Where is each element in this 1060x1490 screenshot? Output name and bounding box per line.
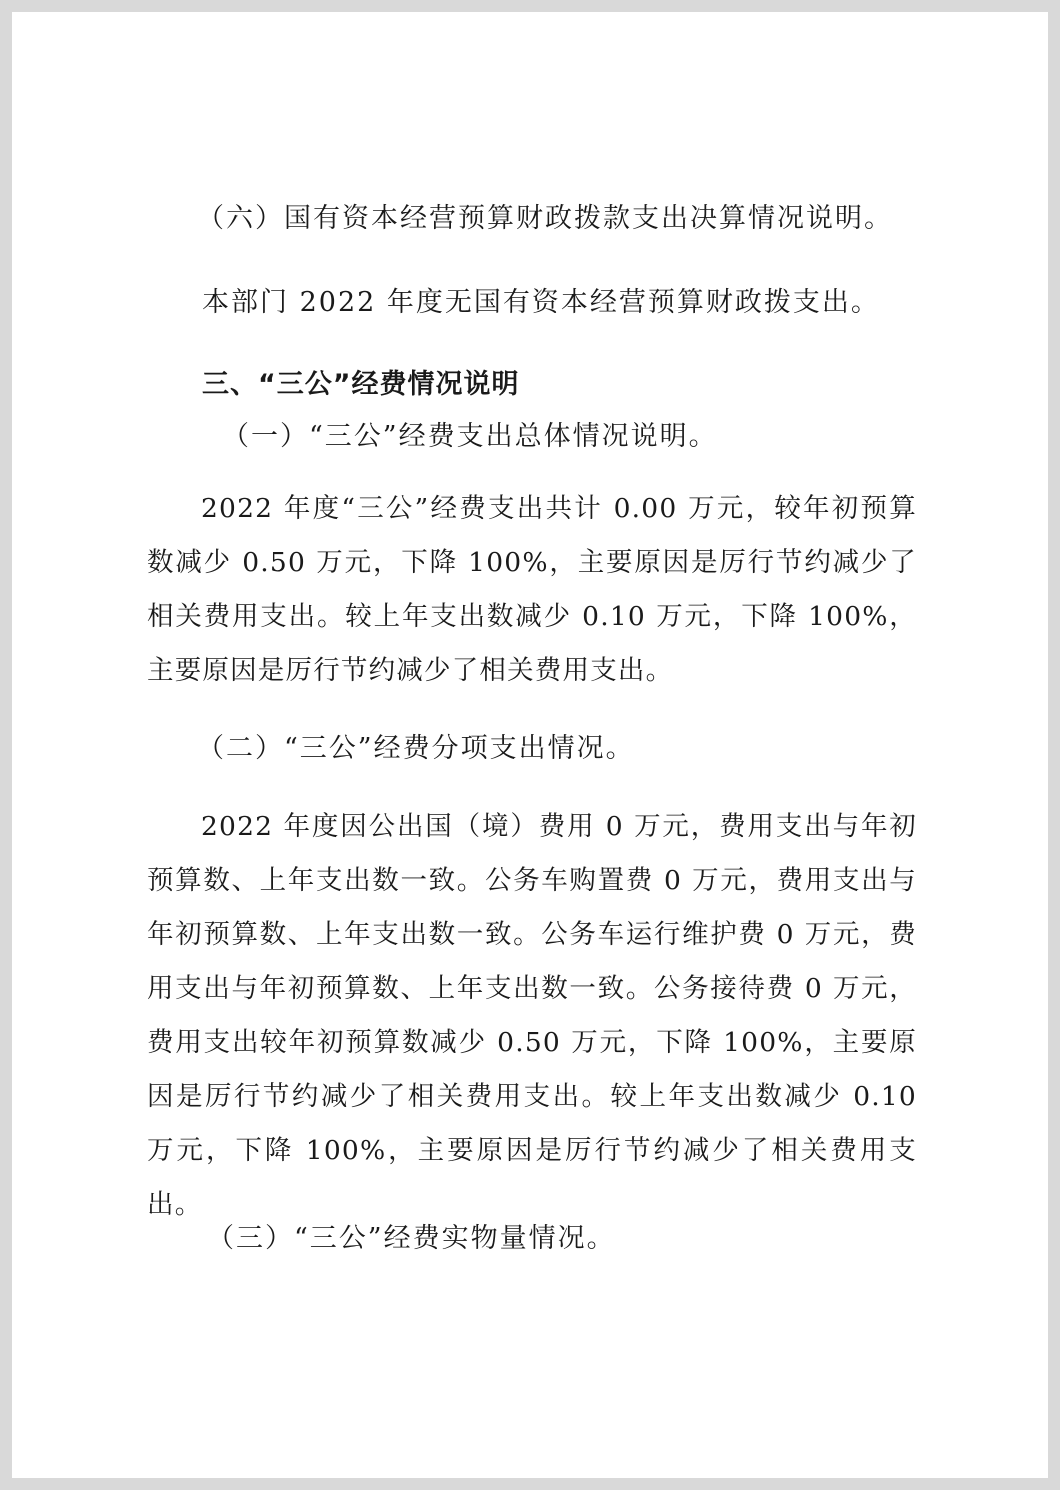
section-6-title: （六）国有资本经营预算财政拨款支出决算情况说明。 xyxy=(197,203,893,234)
subsection-3-title: （三）“三公”经费实物量情况。 xyxy=(207,1223,616,1254)
document-page xyxy=(12,12,1048,1478)
subsection-1-title: （一）“三公”经费支出总体情况说明。 xyxy=(222,421,718,452)
section-3-title: 三、“三公”经费情况说明 xyxy=(202,369,520,400)
subsection-1-text: 2022 年度“三公”经费支出共计 0.00 万元，较年初预算数减少 0.50 万元，下降 100%，主要原因是厉行节约减少了相关费用支出。较上年支出数减少 0.10 万元，下降 100%，主要原因是厉行节约减少了相关费用支出。 xyxy=(147,493,917,686)
subsection-2-text: 2022 年度因公出国（境）费用 0 万元，费用支出与年初预算数、上年支出数一致。公务车购置费 0 万元，费用支出与年初预算数、上年支出数一致。公务车运行维护费 0 万元，费用支出与年初预算数、上年支出数一致。公务接待费 0 万元，费用支出较年初预算数减少 0.50 万元，下降 100%，主要原因是厉行节约减少了相关费用支出。较上年支出数减少 0.10 万元，下降 100%，主要原因是厉行节约减少了相关费用支出。 xyxy=(147,811,917,1220)
subsection-2-title: （二）“三公”经费分项支出情况。 xyxy=(197,733,635,764)
section-6-text: 本部门 2022 年度无国有资本经营预算财政拨支出。 xyxy=(202,287,880,318)
